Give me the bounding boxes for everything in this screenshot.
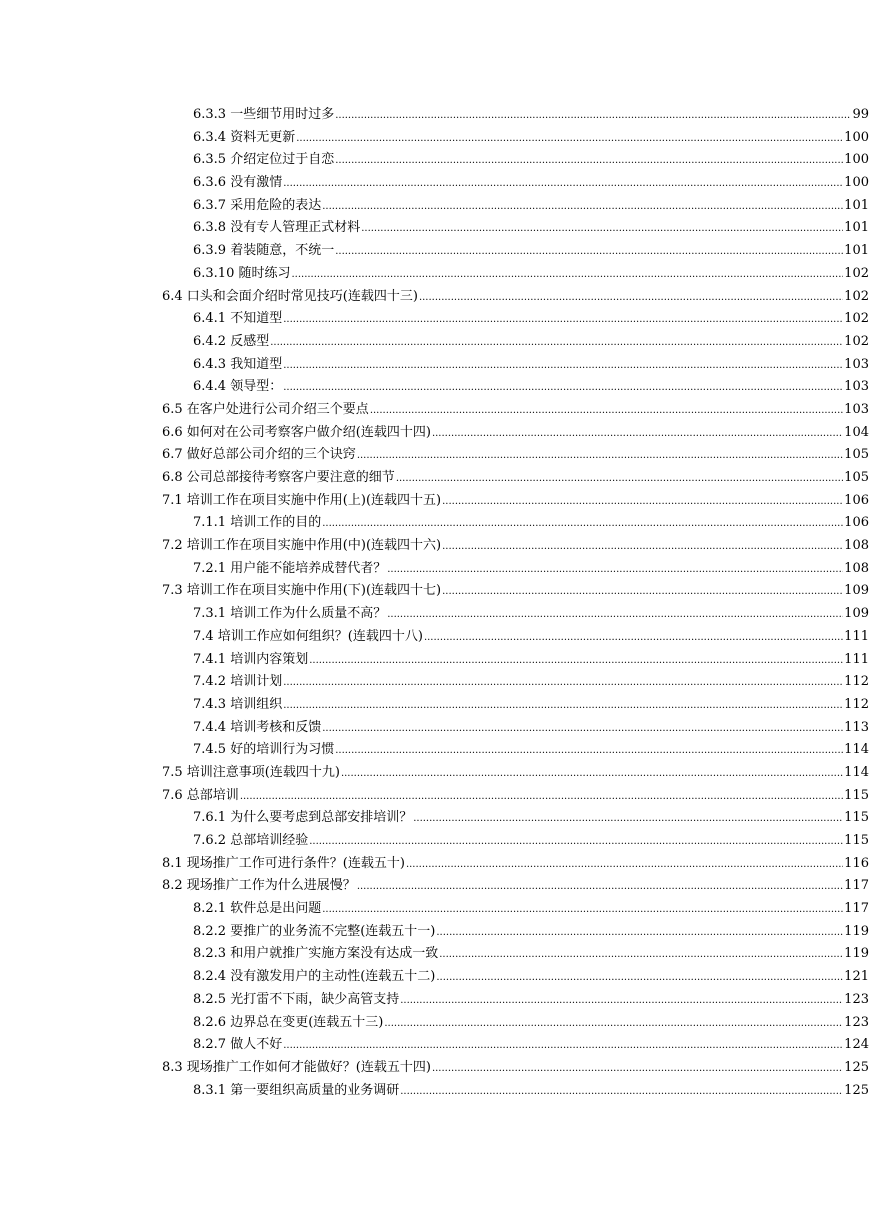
toc-list [0, 104, 869, 1102]
toc-dot-leader [384, 1013, 843, 1036]
toc-entry[interactable] [0, 444, 869, 467]
toc-page-number: 116 [844, 855, 869, 871]
toc-page-number: 106 [844, 492, 869, 508]
toc-dot-leader [424, 627, 843, 650]
toc-page-number: 104 [844, 424, 869, 440]
toc-page-number: 112 [844, 696, 869, 712]
toc-page-number: 125 [844, 1059, 869, 1075]
toc-entry-title: 8.2.7 做人不好 [193, 1037, 283, 1053]
toc-entry[interactable] [0, 1012, 869, 1035]
toc-entry-title: 6.3.8 没有专人管理正式材料 [193, 220, 361, 236]
toc-entry[interactable] [0, 649, 869, 672]
toc-dot-leader [387, 604, 843, 627]
toc-dot-leader [357, 876, 843, 899]
toc-page-number: 99 [852, 107, 869, 122]
toc-page-number: 102 [844, 333, 869, 349]
toc-page-number: 124 [844, 1037, 869, 1053]
toc-dot-leader [432, 423, 843, 446]
toc-dot-leader [322, 718, 843, 741]
toc-entry[interactable] [0, 717, 869, 740]
toc-dot-leader [387, 559, 843, 582]
toc-entry[interactable] [0, 467, 869, 490]
toc-dot-leader [341, 763, 843, 786]
toc-dot-leader [419, 287, 843, 310]
toc-entry[interactable] [0, 580, 869, 603]
toc-page-number: 108 [844, 560, 869, 576]
toc-dot-leader [283, 377, 843, 400]
toc-entry[interactable] [0, 739, 869, 762]
toc-dot-leader [442, 536, 843, 559]
toc-entry-title: 6.4 口头和会面介绍时常见技巧(连载四十三) [162, 288, 418, 304]
toc-dot-leader [361, 218, 843, 241]
toc-entry[interactable] [0, 535, 869, 558]
toc-entry-title: 7.6.2 总部培训经验 [193, 833, 309, 848]
toc-entry[interactable] [0, 603, 869, 626]
toc-page-number: 119 [844, 923, 869, 939]
toc-dot-leader [396, 468, 843, 491]
toc-entry-title: 7.4.2 培训计划 [193, 674, 283, 690]
toc-entry[interactable] [0, 490, 869, 513]
toc-dot-leader [335, 150, 843, 173]
toc-entry[interactable] [0, 830, 869, 853]
toc-entry-title: 7.1.1 培训工作的目的 [193, 515, 322, 531]
toc-dot-leader [406, 854, 843, 877]
toc-page-number: 100 [844, 129, 869, 145]
toc-entry-title: 8.2.4 没有激发用户的主动性(连载五十二) [193, 969, 436, 985]
toc-page-number: 114 [844, 764, 869, 780]
toc-dot-leader [283, 695, 843, 718]
toc-entry-title: 8.2 现场推广工作为什么进展慢？ [162, 878, 356, 894]
toc-entry[interactable] [0, 966, 869, 989]
toc-entry[interactable] [0, 127, 869, 150]
toc-page-number: 114 [844, 742, 869, 758]
toc-page-number: 102 [844, 288, 869, 304]
toc-dot-leader [335, 740, 843, 763]
toc-entry-title: 8.3.1 第一要组织高质量的业务调研 [193, 1082, 400, 1098]
toc-entry[interactable] [0, 308, 869, 331]
toc-entry-title: 7.4.1 培训内容策划 [193, 651, 309, 667]
toc-entry-title: 7.2.1 用户能不能培养成替代者？ [193, 560, 387, 576]
toc-entry-title: 8.2.6 边界总在变更(连载五十三) [193, 1014, 384, 1030]
toc-entry-title: 6.4.1 不知道型 [193, 311, 283, 327]
toc-entry[interactable] [0, 943, 869, 966]
toc-page-number: 100 [844, 175, 869, 191]
toc-dot-leader [413, 808, 843, 831]
toc-page-number: 109 [844, 606, 869, 622]
toc-page-number: 112 [844, 674, 869, 690]
toc-page-number: 101 [844, 243, 869, 259]
toc-entry-title: 8.2.3 和用户就推广实施方案没有达成一致 [193, 946, 439, 962]
toc-entry-title: 6.7 做好总部公司介绍的三个诀窍 [162, 447, 356, 463]
toc-page-number: 125 [844, 1082, 869, 1098]
toc-entry[interactable] [0, 512, 869, 535]
toc-page-number: 109 [844, 583, 869, 599]
toc-entry[interactable] [0, 671, 869, 694]
toc-entry[interactable] [0, 762, 869, 785]
toc-entry[interactable] [0, 331, 869, 354]
toc-entry-title: 6.3.7 采用危险的表达 [193, 197, 322, 213]
toc-page-number: 102 [844, 311, 869, 327]
toc-dot-leader [432, 1058, 843, 1081]
toc-entry-title: 8.1 现场推广工作可进行条件？(连载五十) [162, 855, 405, 871]
toc-entry[interactable] [0, 149, 869, 172]
toc-page-number: 103 [844, 379, 869, 395]
toc-entry[interactable] [0, 104, 869, 127]
toc-dot-leader [322, 196, 843, 219]
toc-entry[interactable] [0, 626, 869, 649]
toc-entry[interactable] [0, 354, 869, 377]
toc-entry-title: 7.6.1 为什么要考虑到总部安排培训？ [193, 810, 413, 826]
toc-entry-title: 6.3.4 资料无更新 [193, 129, 296, 145]
toc-entry-title: 6.3.6 没有激情 [193, 175, 283, 191]
toc-entry-title: 8.2.1 软件总是出问题 [193, 901, 322, 917]
toc-entry[interactable] [0, 422, 869, 445]
toc-entry-title: 7.2 培训工作在项目实施中作用(中)(连载四十六) [162, 538, 442, 554]
toc-entry-title: 7.5 培训注意事项(连载四十九) [162, 764, 340, 780]
toc-entry[interactable] [0, 1080, 869, 1103]
toc-dot-leader [309, 831, 843, 854]
toc-page-number: 101 [844, 197, 869, 213]
toc-dot-leader [442, 491, 843, 514]
toc-page-number: 123 [844, 991, 869, 1007]
toc-entry-title: 7.1 培训工作在项目实施中作用(上)(连载四十五) [162, 492, 442, 508]
toc-dot-leader [309, 650, 843, 673]
toc-entry-title: 7.6 总部培训 [162, 787, 239, 803]
toc-dot-leader [400, 990, 843, 1013]
toc-entry-title: 8.2.2 要推广的业务流不完整(连载五十一) [193, 923, 436, 939]
toc-entry-title: 7.4 培训工作应如何组织？(连载四十八) [193, 628, 423, 644]
toc-dot-leader [370, 400, 843, 423]
toc-dot-leader [322, 513, 843, 536]
toc-page-number: 101 [844, 220, 869, 236]
toc-entry-title: 6.4.4 领导型： [193, 379, 283, 395]
toc-entry[interactable] [0, 1034, 869, 1057]
toc-dot-leader [439, 944, 843, 967]
toc-entry[interactable] [0, 263, 869, 286]
toc-page-number: 103 [844, 401, 869, 417]
toc-entry-title: 7.4.5 好的培训行为习惯 [193, 742, 335, 758]
toc-entry-title: 7.4.4 培训考核和反馈 [193, 719, 322, 735]
toc-entry-title: 6.3.9 着装随意，不统一 [193, 243, 335, 259]
toc-page-number: 123 [844, 1014, 869, 1030]
toc-page-number: 119 [844, 946, 869, 962]
toc-entry[interactable] [0, 785, 869, 808]
toc-dot-leader [240, 786, 843, 809]
toc-page-number: 106 [844, 515, 869, 531]
toc-entry[interactable] [0, 807, 869, 830]
toc-dot-leader [283, 355, 843, 378]
toc-entry[interactable] [0, 1057, 869, 1080]
toc-page-number: 113 [844, 719, 869, 735]
toc-entry[interactable] [0, 399, 869, 422]
toc-dot-leader [270, 332, 843, 355]
toc-page-number: 115 [844, 833, 869, 848]
toc-page-number: 103 [844, 356, 869, 372]
toc-entry[interactable] [0, 217, 869, 240]
toc-page-number: 102 [844, 265, 869, 281]
toc-dot-leader [436, 967, 843, 990]
toc-dot-leader [296, 128, 843, 151]
toc-entry[interactable] [0, 875, 869, 898]
toc-entry-title: 6.3.3 一些细节用时过多 [193, 107, 335, 122]
toc-entry[interactable] [0, 376, 869, 399]
toc-page-number: 121 [844, 969, 869, 985]
toc-entry-title: 6.6 如何对在公司考察客户做介绍(连载四十四) [162, 424, 431, 440]
toc-entry-title: 7.3.1 培训工作为什么质量不高？ [193, 606, 387, 622]
toc-page-number: 108 [844, 538, 869, 554]
toc-entry[interactable] [0, 921, 869, 944]
toc-entry[interactable] [0, 694, 869, 717]
toc-page-number: 105 [844, 447, 869, 463]
toc-entry-title: 7.3 培训工作在项目实施中作用(下)(连载四十七) [162, 583, 442, 599]
toc-dot-leader [283, 309, 843, 332]
toc-entry[interactable] [0, 240, 869, 263]
toc-dot-leader [436, 922, 843, 945]
toc-entry-title: 6.8 公司总部接待考察客户要注意的细节 [162, 470, 395, 485]
toc-entry-title: 6.5 在客户处进行公司介绍三个要点 [162, 401, 369, 417]
toc-entry[interactable] [0, 853, 869, 876]
toc-page-number: 111 [844, 651, 869, 667]
toc-dot-leader [283, 173, 843, 196]
toc-entry-title: 6.3.5 介绍定位过于自恋 [193, 152, 335, 168]
toc-entry-title: 8.3 现场推广工作如何才能做好？(连载五十四) [162, 1059, 431, 1075]
toc-page-number: 105 [844, 470, 869, 485]
toc-page-number: 100 [844, 152, 869, 168]
toc-entry-title: 7.4.3 培训组织 [193, 696, 283, 712]
toc-entry-title: 6.3.10 随时练习 [193, 265, 291, 281]
toc-dot-leader [335, 241, 843, 264]
toc-entry-title: 6.4.3 我知道型 [193, 356, 283, 372]
toc-dot-leader [283, 1035, 843, 1058]
toc-page-number: 111 [844, 628, 869, 644]
toc-dot-leader [400, 1081, 843, 1104]
toc-entry-title: 8.2.5 光打雷不下雨，缺少高管支持 [193, 991, 400, 1007]
toc-entry-title: 6.4.2 反感型 [193, 333, 270, 349]
toc-dot-leader [283, 672, 843, 695]
toc-entry[interactable] [0, 172, 869, 195]
toc-dot-leader [335, 105, 851, 128]
toc-page-number: 117 [844, 878, 869, 894]
toc-dot-leader [357, 445, 843, 468]
toc-entry[interactable] [0, 286, 869, 309]
toc-entry[interactable] [0, 195, 869, 218]
toc-dot-leader [291, 264, 843, 287]
toc-entry[interactable] [0, 989, 869, 1012]
toc-entry[interactable] [0, 898, 869, 921]
toc-dot-leader [322, 899, 843, 922]
toc-page-number: 117 [844, 901, 869, 917]
toc-page-number: 115 [844, 810, 869, 826]
toc-page-number: 115 [844, 787, 869, 803]
toc-dot-leader [442, 581, 843, 604]
toc-entry[interactable] [0, 558, 869, 581]
